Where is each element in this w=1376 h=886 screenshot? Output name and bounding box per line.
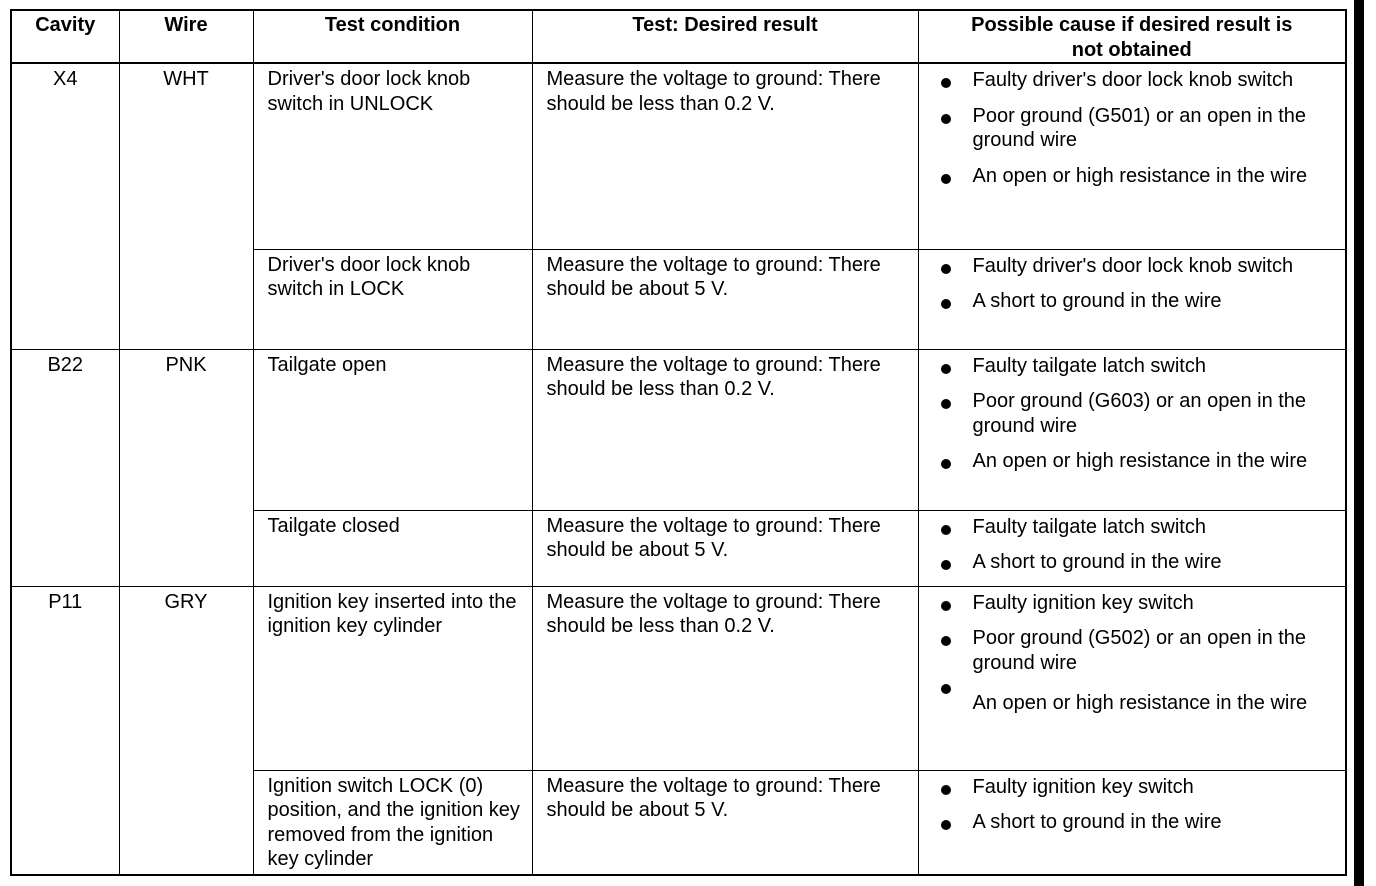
header-desired-result: Test: Desired result — [532, 10, 918, 63]
cavity-cell: B22 — [11, 349, 119, 586]
cavity-cell: P11 — [11, 586, 119, 875]
cause-item: Poor ground (G502) or an open in the ground wire — [919, 626, 1346, 675]
possible-cause-cell — [918, 770, 1346, 875]
cause-item: Faulty tailgate latch switch — [919, 354, 1346, 379]
header-row — [11, 10, 1346, 63]
cause-item: Poor ground (G501) or an open in the ground wire — [919, 104, 1346, 153]
wire-cell: WHT — [119, 63, 253, 349]
desired-result-cell: Measure the voltage to ground: There should be about 5 V. — [532, 249, 918, 349]
test-condition-cell: Ignition key inserted into the ignition key cylinder — [253, 586, 532, 770]
wire-cell: PNK — [119, 349, 253, 586]
cause-item: An open or high resistance in the wire — [919, 686, 1346, 720]
desired-result-cell: Measure the voltage to ground: There should be less than 0.2 V. — [532, 63, 918, 249]
header-test-condition: Test condition — [253, 10, 532, 63]
desired-result-cell: Measure the voltage to ground: There should be less than 0.2 V. — [532, 586, 918, 770]
cause-item: Faulty ignition key switch — [919, 591, 1346, 616]
test-condition-cell: Tailgate closed — [253, 510, 532, 586]
possible-cause-cell — [918, 510, 1346, 586]
cause-item: A short to ground in the wire — [919, 810, 1346, 835]
desired-result-cell: Measure the voltage to ground: There should be less than 0.2 V. — [532, 349, 918, 510]
page-edge-bar — [1354, 0, 1364, 886]
diagnostic-table — [10, 9, 1347, 876]
cause-item: Faulty ignition key switch — [919, 775, 1346, 800]
possible-cause-cell — [918, 349, 1346, 510]
table-row — [11, 63, 1346, 249]
possible-cause-cell — [918, 586, 1346, 770]
header-possible-cause: Possible cause if desired result is not obtained — [918, 10, 1346, 63]
test-condition-cell: Driver's door lock knob switch in UNLOCK — [253, 63, 532, 249]
test-condition-cell: Tailgate open — [253, 349, 532, 510]
table-row — [11, 586, 1346, 770]
desired-result-cell: Measure the voltage to ground: There should be about 5 V. — [532, 770, 918, 875]
cause-item: An open or high resistance in the wire — [919, 164, 1346, 189]
header-wire: Wire — [119, 10, 253, 63]
cavity-cell: X4 — [11, 63, 119, 349]
desired-result-cell: Measure the voltage to ground: There should be about 5 V. — [532, 510, 918, 586]
cause-item: Poor ground (G603) or an open in the ground wire — [919, 389, 1346, 438]
cause-item: Faulty driver's door lock knob switch — [919, 254, 1346, 279]
cause-item: A short to ground in the wire — [919, 550, 1346, 575]
possible-cause-cell — [918, 249, 1346, 349]
header-cavity: Cavity — [11, 10, 119, 63]
table-row — [11, 349, 1346, 510]
wire-cell: GRY — [119, 586, 253, 875]
cause-item: Faulty driver's door lock knob switch — [919, 68, 1346, 93]
test-condition-cell: Ignition switch LOCK (0) position, and the ignition key removed from the ignition key cylinder — [253, 770, 532, 875]
test-condition-cell: Driver's door lock knob switch in LOCK — [253, 249, 532, 349]
cause-item: A short to ground in the wire — [919, 289, 1346, 314]
cause-item: Faulty tailgate latch switch — [919, 515, 1346, 540]
cause-item: An open or high resistance in the wire — [919, 449, 1346, 474]
possible-cause-cell — [918, 63, 1346, 249]
